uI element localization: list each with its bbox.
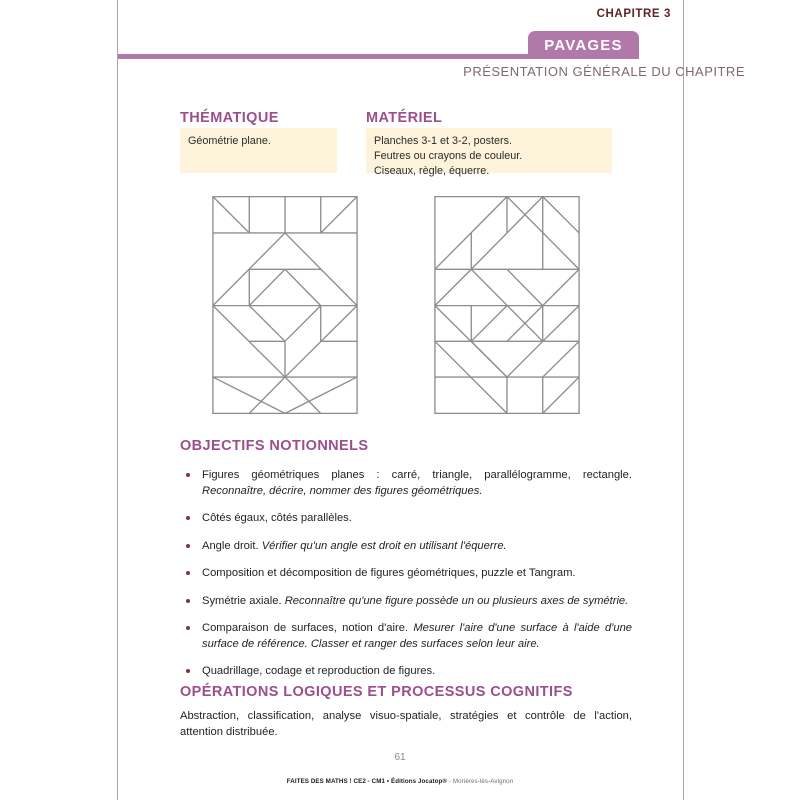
footer-separator: • [386,778,390,785]
item-text-italic: Reconnaître, décrire, nommer des figures géométriques. [202,484,483,497]
pavage-figure-left-svg [212,196,358,414]
pavage-figure-left [212,196,358,419]
chapter-title-tab: PAVAGES [528,31,639,59]
page-subtitle: PRÉSENTATION GÉNÉRALE DU CHAPITRE [463,64,745,79]
item-text-italic: Reconnaître qu'une figure possède un ou plusieurs axes de symétrie. [284,594,629,607]
materiel-heading: MATÉRIEL [366,110,443,126]
materiel-line: Planches 3-1 et 3-2, posters. [374,135,513,147]
list-item [180,664,632,680]
objectifs-heading: OBJECTIFS NOTIONNELS [180,438,369,454]
item-text: Comparaison de surfaces, notion d'aire. [202,622,414,634]
item-text: Composition et décomposition de figures géométriques, puzzle et Tangram. [202,567,576,579]
materiel-line: Ciseaux, règle, équerre. [374,165,490,177]
pavage-figure-right [432,196,582,419]
header-divider-rule [118,54,528,59]
page-number: 61 [394,752,406,763]
thematique-box [180,128,337,173]
materiel-line: Feutres ou crayons de couleur. [374,150,523,162]
list-item [180,566,632,582]
item-text: Figures géométriques planes : carré, triangle, parallélogramme, rectangle. [202,469,632,481]
footer-credit [0,778,800,785]
item-text: Quadrillage, codage et reproduction de figures. [202,665,436,677]
footer-publisher: Éditions Jocatop® [390,778,448,785]
page-left-edge [117,0,118,800]
page-right-edge [683,0,684,800]
footer-level: CE2 - CM1 [353,778,386,785]
operations-heading: OPÉRATIONS LOGIQUES ET PROCESSUS COGNITIFS [180,684,573,700]
list-item [180,621,632,652]
footer-book-title: FAITES DES MATHS ! [286,778,352,785]
item-text-italic: Vérifier qu'un angle est droit en utilisant l'équerre. [261,539,507,552]
pavage-figure-right-svg [432,196,582,414]
item-text: Symétrie axiale. [202,594,285,607]
footer-city: - Morières-lès-Avignon [448,778,514,785]
item-text-italic: Mesurer l'aire d'une surface à l'aide d'une surface de référence. Classer et ranger des surfaces selon leur aire. [202,622,633,650]
list-item [180,594,632,610]
list-item [180,511,632,527]
operations-paragraph: Abstraction, classification, analyse visuo-spatiale, stratégies et contrôle de l'action, attention distribuée. [180,710,632,738]
materiel-box [366,128,612,177]
list-item [180,539,632,555]
list-item [180,468,632,499]
item-text: Angle droit. [202,539,262,552]
objectifs-list [180,468,632,692]
thematique-heading: THÉMATIQUE [180,110,279,126]
item-text: Côtés égaux, côtés parallèles. [202,512,352,524]
chapter-label: CHAPITRE 3 [596,8,671,20]
thematique-line: Géométrie plane. [188,135,271,147]
